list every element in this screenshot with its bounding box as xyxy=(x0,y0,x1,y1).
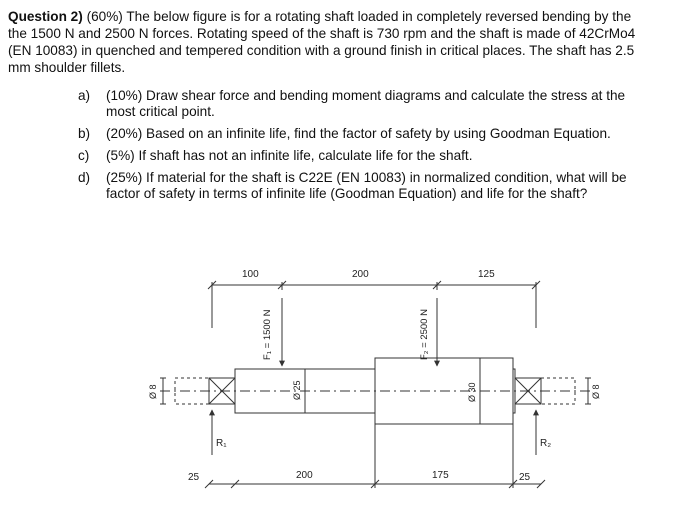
reaction2-label: R₂ xyxy=(540,438,552,449)
part-label: c) xyxy=(78,148,90,163)
reaction1-label: R₁ xyxy=(216,438,227,449)
dia-center-label: Ø 30 xyxy=(467,382,477,402)
part-text: (25%) If material for the shaft is C22E (EN 10083) in normalized condition, what will be factor of safety in terms of infinite life (Goodman Equation) and life for the shaft? xyxy=(106,170,627,201)
dim-label-25-right: 25 xyxy=(519,472,531,483)
part-text: (5%) If shaft has not an infinite life, calculate life for the shaft. xyxy=(106,148,473,163)
dim-label-100: 100 xyxy=(242,269,259,280)
part-label: d) xyxy=(78,170,91,185)
dim-label-200-bottom: 200 xyxy=(296,470,313,481)
dia-mid-label: Ø 25 xyxy=(292,380,302,400)
part-label: b) xyxy=(78,126,91,141)
part-label: a) xyxy=(78,88,91,103)
dim-label-175: 175 xyxy=(432,470,449,481)
question-heading: Question 2) xyxy=(8,9,83,24)
dim-label-25-left: 25 xyxy=(188,472,200,483)
force1-label: F₁ = 1500 N xyxy=(262,309,273,360)
part-text: (10%) Draw shear force and bending moment diagrams and calculate the stress at the most critical point. xyxy=(106,88,626,119)
dim-label-200: 200 xyxy=(352,269,369,280)
force2-label: F₂ = 2500 N xyxy=(419,309,430,360)
question-text: (60%) The below figure is for a rotating shaft loaded in completely reversed bending by the the 1500 N and 2500 N forces. Rotating speed of the shaft is 730 rpm and the shaft is made of 42CrMo4 (EN 10083) in quenched and tempered condition with a ground finish in critical places. The shaft has 2.5 mm shoulder fillets. xyxy=(8,9,636,75)
dia-right-end-label: Ø 8 xyxy=(591,384,601,399)
dia-left-end-label: Ø 8 xyxy=(148,384,158,399)
dim-label-125: 125 xyxy=(478,269,495,280)
part-text: (20%) Based on an infinite life, find the factor of safety by using Goodman Equation. xyxy=(106,126,611,141)
